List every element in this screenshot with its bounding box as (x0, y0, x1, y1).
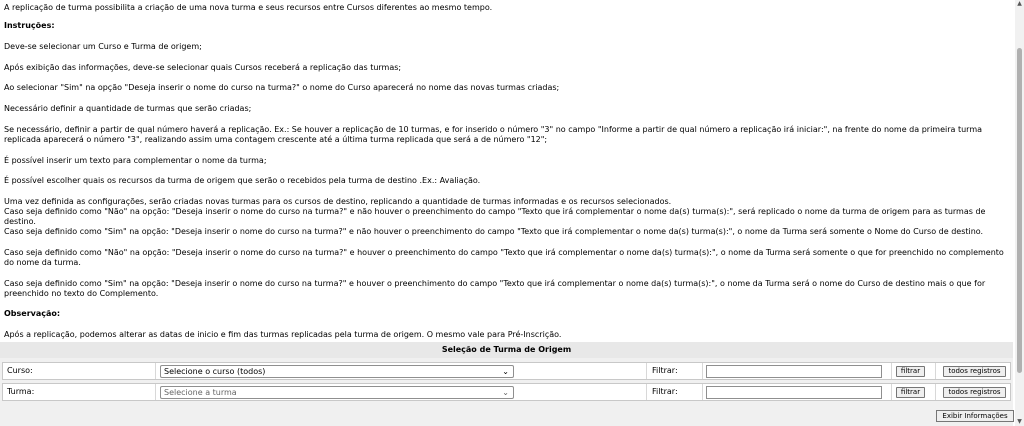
instruction-item: Caso seja definido como "Sim" na opção: "Deseja inserir o nome do curso na turma?" e não houver o preenchimento do campo "Texto que irá complementar o nome da(s) turma(s):", o nome da Turma será somente o Nome do Curso de destino. (4, 227, 984, 236)
origin-selection-form (0, 358, 1013, 426)
curso-filter-label: Filtrar: (652, 366, 678, 375)
section-title: Seleção de Turma de Origem (0, 342, 1013, 358)
curso-label: Curso: (7, 366, 33, 375)
instruction-item: Caso seja definido como "Não" na opção: "Deseja inserir o nome do curso na turma?" e não houver o preenchimento do campo "Texto que irá complementar o nome da(s) turma(s):", será replicado o nome da turma de origem para as turmas de destino. (4, 207, 986, 226)
instruction-item: Deve-se selecionar um Curso e Turma de origem; (4, 42, 202, 51)
divider (891, 384, 892, 400)
turma-filter-button[interactable]: filtrar (896, 387, 925, 398)
observation-text: Após a replicação, podemos alterar as datas de inicio e fim das turmas replicadas pela turma de origem. O mesmo vale para Pré-Inscrição. (4, 330, 562, 339)
instruction-item: Se necessário, definir a partir de qual número haverá a replicação. Ex.: Se houver a replicação de 10 turmas, e for inserido o número "3" no campo "Informe a partir de qual número a replicação irá iniciar:", na frente do nome da primeira turma replicada aparecerá o número "3", realizando assim uma contagem crescente até a última turma replicada que será a de número "12"; (4, 125, 983, 144)
turma-label: Turma: (7, 387, 35, 396)
divider (155, 384, 156, 400)
divider (935, 384, 936, 400)
curso-row (2, 362, 1011, 380)
scroll-up-icon[interactable]: ▲ (1017, 0, 1022, 7)
instruction-item: Caso seja definido como "Sim" na opção: "Deseja inserir o nome do curso na turma?" e houver o preenchimento do campo "Texto que irá complementar o nome da(s) turma(s):", o nome da Turma será o nome do Curso de destino mais o que for preenchido no texto do Complemento. (4, 279, 986, 298)
curso-all-records-button[interactable]: todos registros (943, 366, 1006, 377)
turma-row (2, 383, 1011, 401)
instruction-item: Necessário definir a quantidade de turmas que serão criadas; (4, 104, 252, 113)
instruction-item: Caso seja definido como "Não" na opção: "Deseja inserir o nome do curso na turma?" e houver o preenchimento do campo "Texto que irá complementar o nome da(s) turma(s):", o nome da Turma será somente o que for preenchido no complemento do nome da turma. (4, 248, 1004, 267)
turma-filter-input[interactable] (706, 386, 882, 399)
instruction-item: Após exibição das informações, deve-se selecionar quais Cursos receberá a replicação das turmas; (4, 63, 402, 72)
curso-select[interactable] (160, 365, 514, 378)
divider (155, 363, 156, 379)
divider (702, 363, 703, 379)
divider (646, 363, 647, 379)
curso-filter-button[interactable]: filtrar (896, 366, 925, 377)
instruction-item: É possível inserir um texto para complementar o nome da turma; (4, 156, 267, 165)
instruction-item: É possível escolher quais os recursos da turma de origem que serão o recebidos pela turma de destino .Ex.: Avaliação. (4, 176, 481, 185)
curso-filter-input[interactable] (706, 365, 882, 378)
divider (935, 363, 936, 379)
chevron-down-icon: ⌄ (502, 388, 509, 397)
divider (702, 384, 703, 400)
show-info-button[interactable]: Exibir Informações (936, 410, 1014, 422)
turma-filter-label: Filtrar: (652, 387, 678, 396)
turma-select[interactable] (160, 386, 514, 399)
curso-select-value: Selecione o curso (todos) (164, 367, 266, 376)
instruction-item: Uma vez definida as configurações, serão criadas novas turmas para os cursos de destino, replicando a quantidade de turmas informadas e os recursos selecionados. (4, 197, 672, 206)
turma-select-value: Selecione a turma (164, 388, 237, 397)
instructions-title: Instruções: (4, 21, 55, 30)
scroll-down-icon[interactable]: ▼ (1017, 418, 1022, 425)
instruction-item: Ao selecionar "Sim" na opção "Deseja inserir o nome do curso na turma?" o nome do Curso aparecerá no nome das novas turmas criadas; (4, 83, 560, 92)
intro-text: A replicação de turma possibilita a criação de uma nova turma e seus recursos entre Cursos diferentes ao mesmo tempo. (4, 3, 493, 12)
vertical-scrollbar[interactable] (1015, 0, 1024, 426)
divider (891, 363, 892, 379)
scroll-thumb[interactable] (1017, 48, 1022, 373)
observation-title: Observação: (4, 309, 61, 318)
divider (646, 384, 647, 400)
chevron-down-icon: ⌄ (502, 367, 509, 376)
turma-all-records-button[interactable]: todos registros (943, 387, 1006, 398)
